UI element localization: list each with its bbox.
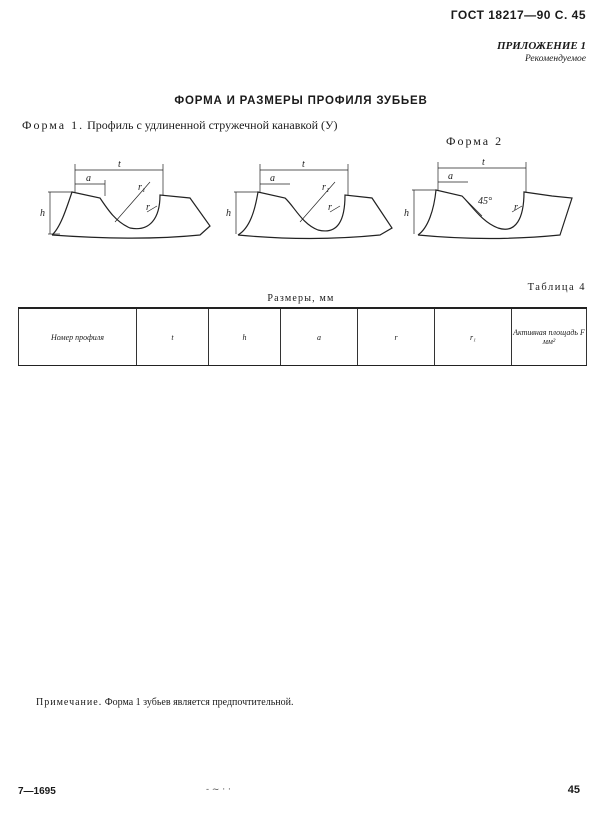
dim-label-t1: t bbox=[118, 159, 121, 170]
tooth-profile-drawings bbox=[0, 140, 602, 250]
form1-text: Профиль с удлиненной стружечной канавкой (У) bbox=[87, 118, 338, 132]
dim-label-r1-1: r₁ bbox=[138, 182, 146, 193]
dim-label-t3: t bbox=[482, 157, 485, 168]
profile-1 bbox=[48, 164, 210, 238]
dim-label-t2: t bbox=[302, 159, 305, 170]
table-caption: Таблица 4 bbox=[527, 282, 586, 293]
page-number: 45 bbox=[567, 784, 580, 796]
col-header-r1: r₁ bbox=[435, 308, 512, 366]
dim-label-r-2: r bbox=[328, 202, 332, 213]
standard-header: ГОСТ 18217—90 С. 45 bbox=[450, 8, 586, 22]
dim-label-r1-2: r₁ bbox=[322, 182, 330, 193]
form1-caption bbox=[22, 118, 338, 133]
dim-label-h1: h bbox=[40, 208, 45, 219]
footer-code: 7—1695 bbox=[18, 786, 56, 797]
appendix-label bbox=[497, 40, 586, 66]
profile-2 bbox=[412, 162, 572, 238]
footer-smudge: - ~ · · bbox=[206, 785, 231, 795]
dim-label-h2: h bbox=[226, 208, 231, 219]
col-header-r: r bbox=[358, 308, 435, 366]
form1-lead: Форма 1. bbox=[22, 118, 85, 132]
table-note bbox=[36, 697, 293, 708]
col-header-t: t bbox=[137, 308, 209, 366]
col-header-number: Номер профиля bbox=[19, 308, 137, 366]
note-lead: Примечание. bbox=[36, 697, 103, 708]
note-text: Форма 1 зубьев является предпочтительной. bbox=[104, 697, 294, 708]
appendix-note: Рекомендуемое bbox=[524, 54, 586, 64]
dim-label-angle: 45° bbox=[478, 196, 492, 207]
dim-label-h3: h bbox=[404, 208, 409, 219]
dim-label-r-1: r bbox=[146, 202, 150, 213]
col-header-area: Активная площадь F мм² bbox=[512, 308, 587, 366]
page-title: ФОРМА И РАЗМЕРЫ ПРОФИЛЯ ЗУБЬЕВ bbox=[174, 95, 428, 107]
form2-caption: Форма 2 bbox=[446, 134, 504, 148]
dim-label-a3: a bbox=[448, 171, 453, 182]
dim-label-a1: a bbox=[86, 173, 91, 184]
appendix-title: ПРИЛОЖЕНИЕ 1 bbox=[496, 40, 586, 52]
dim-label-a2: a bbox=[270, 173, 275, 184]
table-units: Размеры, мм bbox=[267, 293, 335, 304]
dim-label-r-3: r bbox=[514, 202, 518, 213]
profile-1u bbox=[234, 164, 392, 238]
profile-dimensions-table bbox=[18, 307, 587, 366]
table-header-row bbox=[19, 308, 587, 366]
col-header-a: a bbox=[281, 308, 358, 366]
col-header-h: h bbox=[209, 308, 281, 366]
